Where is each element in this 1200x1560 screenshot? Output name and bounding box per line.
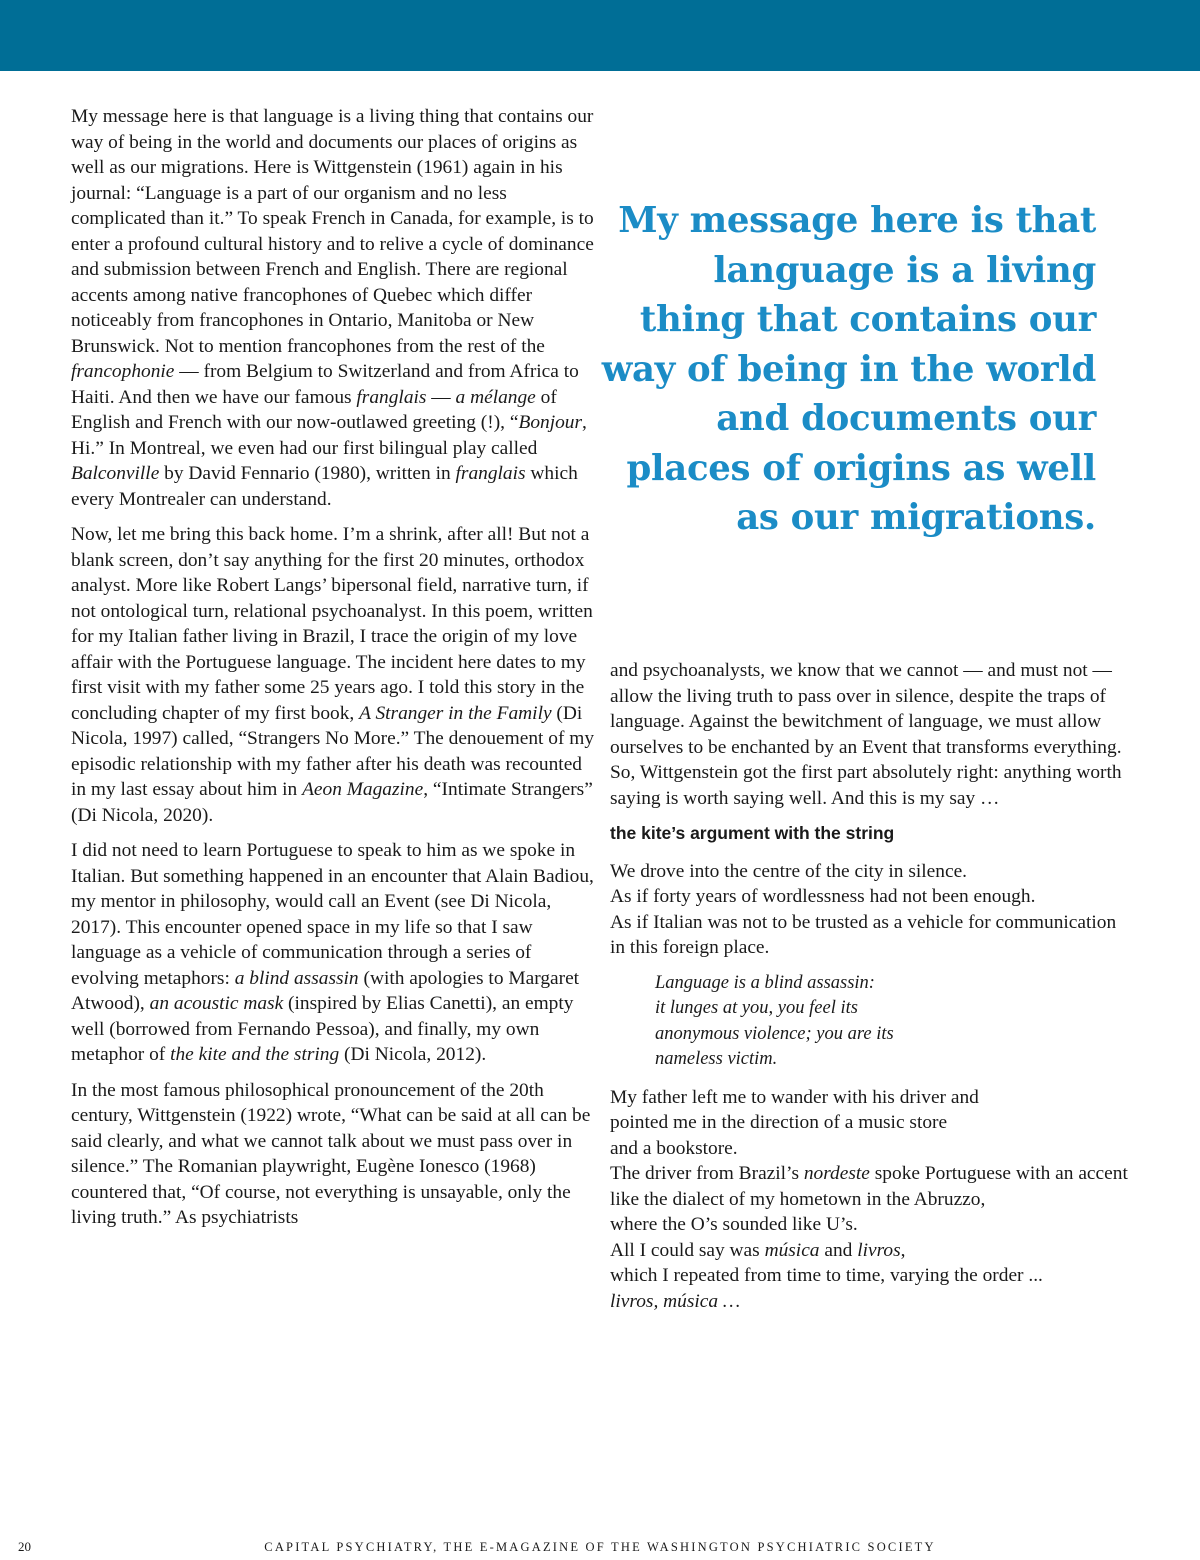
poem-line: My father left me to wander with his driver and xyxy=(610,1086,979,1108)
italic-text: livros, música … xyxy=(610,1290,741,1312)
italic-text: livros xyxy=(857,1239,901,1261)
poem-title: the kite’s argument with the string xyxy=(610,823,895,843)
italic-text: música xyxy=(764,1239,820,1261)
stanza-line: nameless victim. xyxy=(655,1049,778,1069)
poem-line: which I repeated from time to time, varying the order ... xyxy=(610,1265,1043,1286)
publication-title: CAPITAL PSYCHIATRY, THE E-MAGAZINE OF THE WASHINGTON PSYCHIATRIC SOCIETY xyxy=(264,1540,936,1554)
italic-text: an acoustic mask xyxy=(149,993,284,1014)
italic-text: Bonjour xyxy=(518,412,583,433)
paragraph: In the most famous philosophical pronouncement of the 20th century, Wittgenstein (1922) wrote, “What can be said at all can be said clearly, and what we cannot talk about we must pass over in silence.” The Romanian playwright, Eugène Ionesco (1968) countered that, “Of course, not everything is unsayable, only the living truth.” As psychiatrists xyxy=(71,1079,591,1228)
poem-line: pointed me in the direction of a music store xyxy=(610,1112,948,1133)
italic-text: A Stranger in the Family xyxy=(359,702,552,724)
stanza-line: it lunges at you, you feel its xyxy=(655,998,858,1018)
header-bar xyxy=(0,0,1200,71)
pull-quote: My message here is that language is a living thing that contains our way of being in the world and documents our places of origins as well as our migrations. xyxy=(601,200,1096,538)
italic-text: the kite and the string xyxy=(170,1044,340,1065)
italic-text: Aeon Magazine xyxy=(302,779,424,800)
italic-text: franglais xyxy=(455,463,526,484)
italic-text: nordeste xyxy=(803,1163,870,1184)
italic-text: franglais xyxy=(356,386,427,408)
paragraph: My message here is that language is a living thing that contains our way of being in the world and documents our places of origins as well as our migrations. Here is Wittgenstein (1961) again in his journal: “Language is a part of our organism and no less complicated than it.” To speak French in Canada, for example, is to enter a profound cultural history and to relive a cycle of dominance and submission between French and English. There are regional accents among native francophones of Quebec which differ noticeably from francophones in Ontario, Manitoba or New Brunswick. Not to mention francophones from the rest of the francophonie — from Belgium to Switzerland and from Africa to Haiti. And then we have our famous franglais — a mélange of English and French with our now-outlawed greeting (!), “Bonjour, Hi.” In Montreal, we even had our first bilingual play called Balconville by David Fennario (1980), written in franglais which every Montrealer can understand. xyxy=(71,106,594,510)
poem-line: The driver from Brazil’s nordeste spoke Portuguese with an accent xyxy=(610,1163,1128,1184)
poem-line: All I could say was música and livros, xyxy=(610,1239,906,1261)
poem-stanza xyxy=(655,971,1135,1073)
paragraph: Now, let me bring this back home. I’m a shrink, after all! But not a blank screen, don’t say anything for the first 20 minutes, orthodox analyst. More like Robert Langs’ bipersonal field, narrative turn, if not ontological turn, relational psychoanalyst. In this poem, written for my Italian father living in Brazil, I trace the origin of my love affair with the Portuguese language. The incident here dates to my first visit with my father some 25 years ago. I told this story in the concluding chapter of my first book, A Stranger in the Family (Di Nicola, 1997) called, “Strangers No More.” The denouement of my episodic relationship with my father after his death was recounted in my last essay about him in Aeon Magazine, “Intimate Strangers” (Di Nicola, 2020). xyxy=(71,524,595,826)
left-column xyxy=(71,104,595,1241)
right-column xyxy=(610,658,1135,1324)
poem-line: As if Italian was not to be trusted as a vehicle for communication xyxy=(610,911,1117,933)
italic-text: a mélange xyxy=(455,386,536,408)
poem-line: like the dialect of my hometown in the Abruzzo, xyxy=(610,1188,986,1210)
poem-line: where the O’s sounded like U’s. xyxy=(610,1214,858,1235)
poem-line: in this foreign place. xyxy=(610,937,770,958)
paragraph-continuation: and psychoanalysts, we know that we cannot — and must not — allow the living truth to pass over in silence, despite the traps of language. Against the bewitchment of language, we must allow ourselves to be enchanted by an Event that transforms everything. So, Wittgenstein got the first part absolutely right: anything worth saying is worth saying well. And this is my say … xyxy=(610,660,1122,809)
poem-line: As if forty years of wordlessness had not been enough. xyxy=(610,886,1036,907)
footer xyxy=(0,1540,1200,1560)
italic-text: francophonie xyxy=(71,361,175,382)
poem-line: We drove into the centre of the city in silence. xyxy=(610,860,968,882)
page-number: 20 xyxy=(18,1539,31,1554)
poem-section-2 xyxy=(610,1085,1135,1315)
poem-line xyxy=(610,1289,1135,1315)
poem-section-1 xyxy=(610,859,1135,961)
poem-line: and a bookstore. xyxy=(610,1137,738,1159)
italic-text: a blind assassin xyxy=(234,967,359,989)
paragraph: I did not need to learn Portuguese to speak to him as we spoke in Italian. But something happened in an encounter that Alain Badiou, my mentor in philosophy, would call an Event (see Di Nicola, 2017). This encounter opened space in my life so that I saw language as a vehicle of communication through a series of evolving metaphors: a blind assassin (with apologies to Margaret Atwood), an acoustic mask (inspired by Elias Canetti), an empty well (borrowed from Fernando Pessoa), and finally, my own metaphor of the kite and the string (Di Nicola, 2012). xyxy=(71,840,594,1065)
stanza-line: anonymous violence; you are its xyxy=(655,1023,894,1044)
italic-text: Balconville xyxy=(71,463,160,484)
stanza-line: Language is a blind assassin: xyxy=(655,972,875,993)
